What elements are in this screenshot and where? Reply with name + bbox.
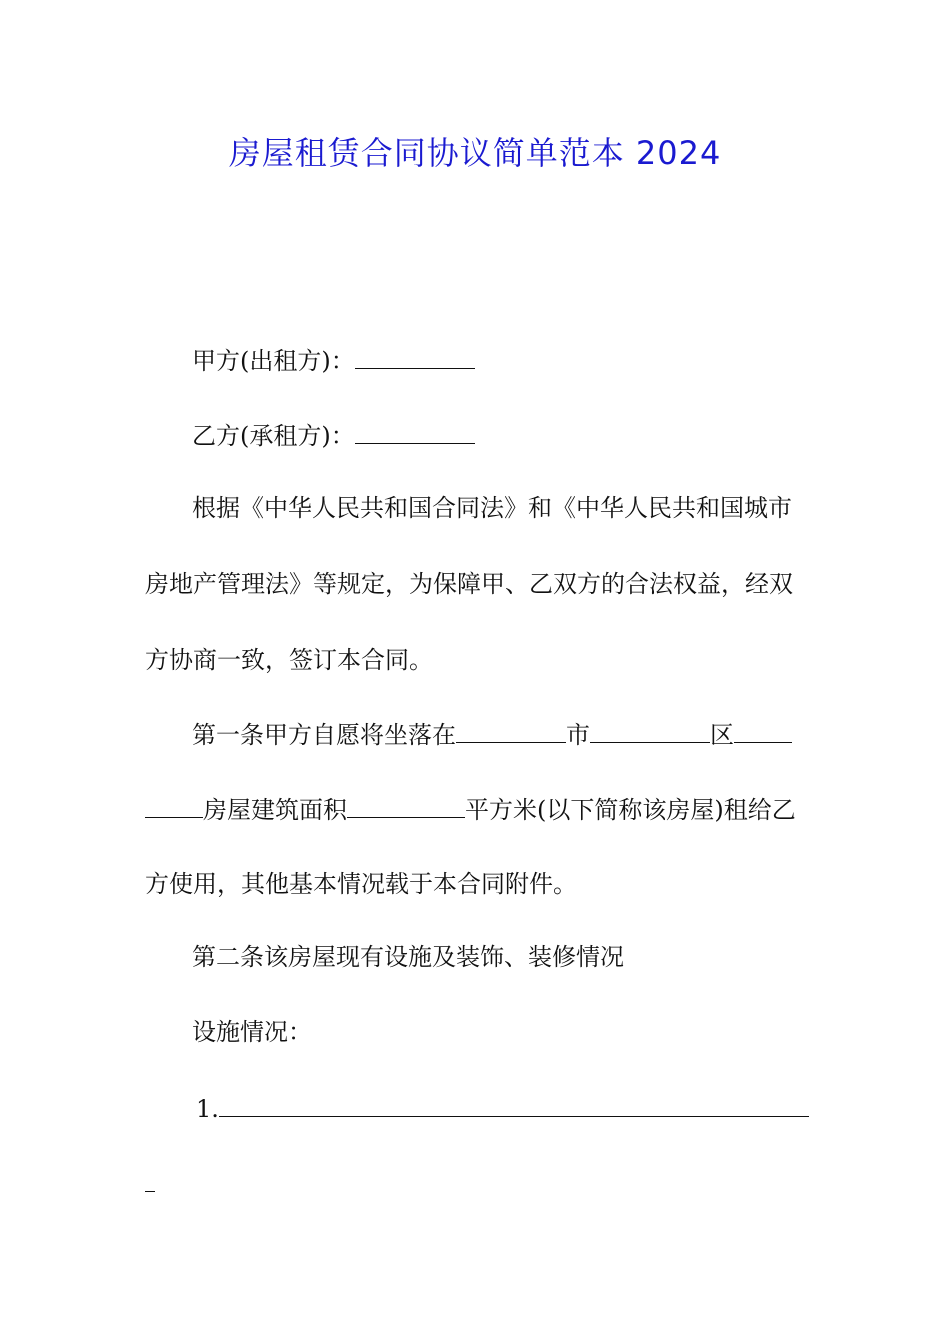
article1-district-label: 区: [710, 721, 734, 749]
city-blank: [456, 714, 566, 743]
area-blank: [347, 789, 465, 818]
party-b-label: 乙方(承租方)：: [192, 422, 355, 450]
article1-city-label: 市: [566, 721, 590, 749]
address-blank-start: [734, 714, 792, 743]
facility-item-1: [196, 1088, 809, 1129]
article2-line: 第二条该房屋现有设施及装饰、装修情况: [192, 943, 624, 971]
article1-line-3: 方使用，其他基本情况载于本合同附件。: [145, 870, 577, 898]
party-a-blank: [355, 340, 475, 369]
intro-line-2: 房地产管理法》等规定，为保障甲、乙双方的合法权益，经双: [145, 570, 793, 598]
facility-item-1-number: 1.: [196, 1095, 219, 1123]
article1-text-1: 第一条甲方自愿将坐落在: [192, 721, 456, 749]
party-b-blank: [355, 415, 475, 444]
document-title: 房屋租赁合同协议简单范本 2024: [228, 134, 722, 172]
article1-text-5: 平方米(以下简称该房屋)租给乙: [465, 796, 796, 824]
district-blank: [590, 714, 710, 743]
facility-item-1-blank: [219, 1088, 809, 1117]
facility-item-1-continuation: [145, 1163, 155, 1204]
intro-line-3: 方协商一致，签订本合同。: [145, 646, 433, 674]
article1-line-1: [192, 714, 792, 755]
facility-item-1-blank-continuation: [145, 1163, 155, 1192]
party-b-line: [192, 415, 475, 456]
facilities-label: 设施情况：: [192, 1018, 312, 1046]
address-blank-end: [145, 789, 203, 818]
party-a-label: 甲方(出租方)：: [192, 347, 355, 375]
article1-line-2: [145, 789, 796, 830]
party-a-line: [192, 340, 475, 381]
intro-line-1: 根据《中华人民共和国合同法》和《中华人民共和国城市: [192, 494, 792, 522]
article1-area-label: 房屋建筑面积: [203, 796, 347, 824]
